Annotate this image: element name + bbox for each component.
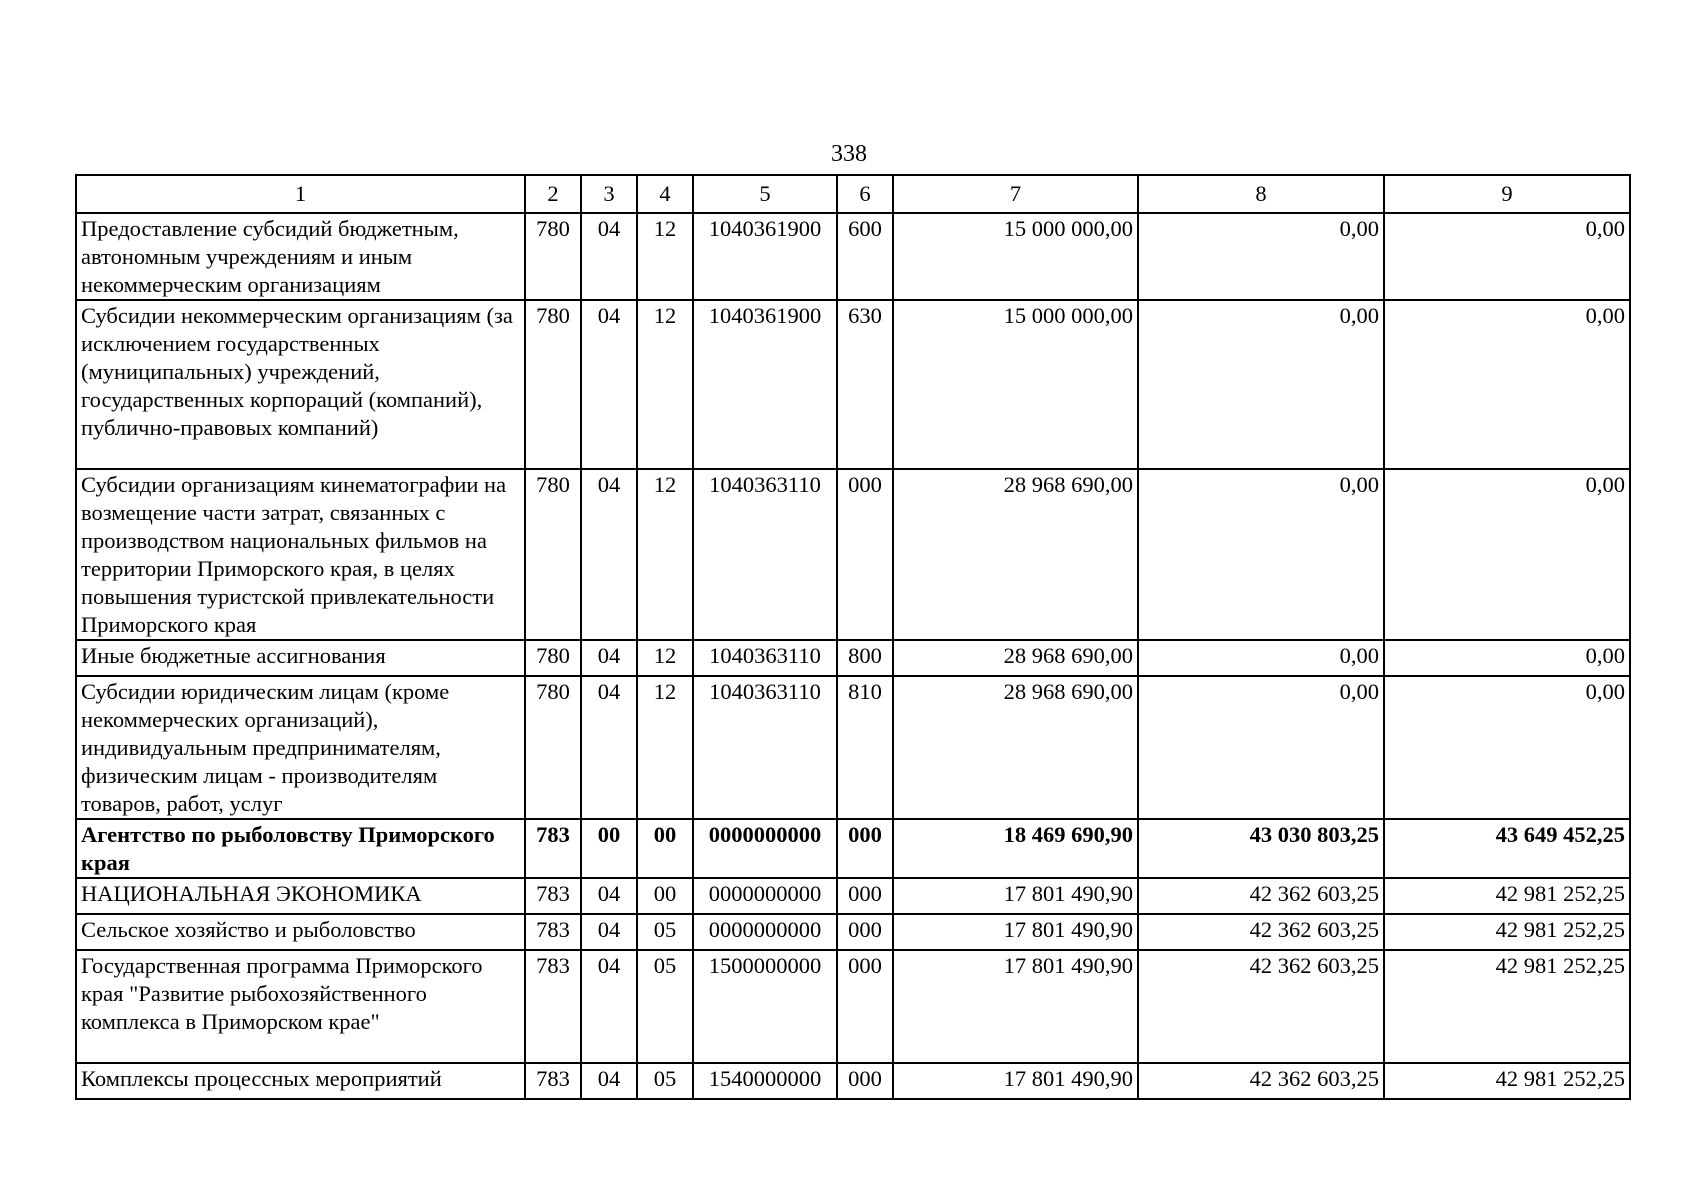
table-row xyxy=(76,640,1630,676)
table-row xyxy=(76,1063,1630,1099)
row-code-5: 1040361900 xyxy=(693,300,837,469)
row-code-2: 780 xyxy=(525,469,581,640)
row-code-3: 04 xyxy=(581,640,637,676)
row-code-2: 783 xyxy=(525,878,581,914)
row-code-5: 0000000000 xyxy=(693,819,837,878)
row-code-4: 00 xyxy=(637,819,693,878)
row-code-3: 04 xyxy=(581,469,637,640)
row-code-3: 04 xyxy=(581,878,637,914)
row-code-6: 000 xyxy=(837,914,893,950)
row-code-6: 800 xyxy=(837,640,893,676)
header-cell-1: 1 xyxy=(76,175,525,213)
row-amount-7: 28 968 690,00 xyxy=(893,676,1138,819)
row-code-4: 05 xyxy=(637,1063,693,1099)
row-code-2: 780 xyxy=(525,676,581,819)
row-amount-7: 17 801 490,90 xyxy=(893,914,1138,950)
row-name: Субсидии организациям кинематографии на возмещение части затрат, связанных с производством национальных фильмов на территории Приморского края, в целях повышения туристской привлекательности Приморского края xyxy=(76,469,525,640)
row-amount-8: 0,00 xyxy=(1138,640,1384,676)
row-amount-9: 42 981 252,25 xyxy=(1384,950,1630,1063)
header-cell-9: 9 xyxy=(1384,175,1630,213)
row-code-6: 000 xyxy=(837,819,893,878)
header-cell-8: 8 xyxy=(1138,175,1384,213)
page-number: 338 xyxy=(831,141,867,167)
row-amount-8: 42 362 603,25 xyxy=(1138,950,1384,1063)
row-code-6: 630 xyxy=(837,300,893,469)
table-row xyxy=(76,469,1630,640)
row-code-4: 05 xyxy=(637,914,693,950)
header-cell-6: 6 xyxy=(837,175,893,213)
header-row xyxy=(76,175,1630,213)
row-code-4: 00 xyxy=(637,878,693,914)
row-amount-7: 28 968 690,00 xyxy=(893,640,1138,676)
row-amount-8: 42 362 603,25 xyxy=(1138,1063,1384,1099)
row-code-6: 000 xyxy=(837,469,893,640)
row-code-6: 000 xyxy=(837,950,893,1063)
row-code-3: 04 xyxy=(581,1063,637,1099)
row-code-4: 12 xyxy=(637,213,693,300)
row-code-2: 783 xyxy=(525,819,581,878)
row-code-4: 12 xyxy=(637,676,693,819)
row-code-3: 04 xyxy=(581,950,637,1063)
row-amount-9: 43 649 452,25 xyxy=(1384,819,1630,878)
row-code-2: 780 xyxy=(525,300,581,469)
row-code-6: 000 xyxy=(837,1063,893,1099)
row-name: Государственная программа Приморского края "Развитие рыбохозяйственного комплекса в Приморском крае" xyxy=(76,950,525,1063)
row-name: НАЦИОНАЛЬНАЯ ЭКОНОМИКА xyxy=(76,878,525,914)
row-amount-9: 42 981 252,25 xyxy=(1384,914,1630,950)
row-code-3: 00 xyxy=(581,819,637,878)
row-name: Субсидии некоммерческим организациям (за исключением государственных (муниципальных) учреждений, государственных корпораций (компаний), публично-правовых компаний) xyxy=(76,300,525,469)
row-code-6: 600 xyxy=(837,213,893,300)
row-code-5: 0000000000 xyxy=(693,878,837,914)
row-amount-7: 15 000 000,00 xyxy=(893,300,1138,469)
row-amount-7: 17 801 490,90 xyxy=(893,1063,1138,1099)
row-code-5: 0000000000 xyxy=(693,914,837,950)
row-amount-9: 0,00 xyxy=(1384,469,1630,640)
row-code-3: 04 xyxy=(581,300,637,469)
row-amount-8: 0,00 xyxy=(1138,213,1384,300)
row-code-5: 1500000000 xyxy=(693,950,837,1063)
header-cell-7: 7 xyxy=(893,175,1138,213)
row-name: Сельское хозяйство и рыболовство xyxy=(76,914,525,950)
row-amount-7: 28 968 690,00 xyxy=(893,469,1138,640)
row-amount-9: 0,00 xyxy=(1384,213,1630,300)
budget-table xyxy=(75,174,1631,1100)
row-name: Иные бюджетные ассигнования xyxy=(76,640,525,676)
row-code-2: 783 xyxy=(525,950,581,1063)
row-code-2: 783 xyxy=(525,914,581,950)
row-amount-9: 42 981 252,25 xyxy=(1384,1063,1630,1099)
row-code-3: 04 xyxy=(581,676,637,819)
row-code-3: 04 xyxy=(581,914,637,950)
row-code-6: 000 xyxy=(837,878,893,914)
row-amount-9: 42 981 252,25 xyxy=(1384,878,1630,914)
row-code-4: 12 xyxy=(637,300,693,469)
table-row xyxy=(76,819,1630,878)
row-code-4: 05 xyxy=(637,950,693,1063)
row-code-4: 12 xyxy=(637,469,693,640)
row-name: Предоставление субсидий бюджетным, автономным учреждениям и иным некоммерческим организациям xyxy=(76,213,525,300)
row-name: Комплексы процессных мероприятий xyxy=(76,1063,525,1099)
row-code-5: 1540000000 xyxy=(693,1063,837,1099)
header-cell-5: 5 xyxy=(693,175,837,213)
table-row xyxy=(76,950,1630,1063)
table-row xyxy=(76,914,1630,950)
row-amount-9: 0,00 xyxy=(1384,300,1630,469)
row-code-4: 12 xyxy=(637,640,693,676)
row-amount-8: 0,00 xyxy=(1138,676,1384,819)
row-name: Субсидии юридическим лицам (кроме некоммерческих организаций), индивидуальным предпринимателям, физическим лицам - производителям товаров, работ, услуг xyxy=(76,676,525,819)
row-code-5: 1040363110 xyxy=(693,640,837,676)
table-row xyxy=(76,300,1630,469)
row-code-2: 783 xyxy=(525,1063,581,1099)
row-code-5: 1040361900 xyxy=(693,213,837,300)
row-amount-8: 42 362 603,25 xyxy=(1138,914,1384,950)
row-code-3: 04 xyxy=(581,213,637,300)
row-amount-8: 0,00 xyxy=(1138,300,1384,469)
row-name: Агентство по рыболовству Приморского края xyxy=(76,819,525,878)
row-code-5: 1040363110 xyxy=(693,676,837,819)
header-cell-2: 2 xyxy=(525,175,581,213)
row-code-5: 1040363110 xyxy=(693,469,837,640)
row-code-2: 780 xyxy=(525,640,581,676)
header-cell-4: 4 xyxy=(637,175,693,213)
row-amount-9: 0,00 xyxy=(1384,676,1630,819)
row-amount-8: 43 030 803,25 xyxy=(1138,819,1384,878)
header-cell-3: 3 xyxy=(581,175,637,213)
row-amount-7: 15 000 000,00 xyxy=(893,213,1138,300)
row-code-6: 810 xyxy=(837,676,893,819)
row-amount-7: 18 469 690,90 xyxy=(893,819,1138,878)
table-row xyxy=(76,676,1630,819)
row-amount-9: 0,00 xyxy=(1384,640,1630,676)
table-row xyxy=(76,213,1630,300)
row-amount-7: 17 801 490,90 xyxy=(893,878,1138,914)
table-row xyxy=(76,878,1630,914)
row-amount-8: 42 362 603,25 xyxy=(1138,878,1384,914)
row-code-2: 780 xyxy=(525,213,581,300)
row-amount-7: 17 801 490,90 xyxy=(893,950,1138,1063)
row-amount-8: 0,00 xyxy=(1138,469,1384,640)
